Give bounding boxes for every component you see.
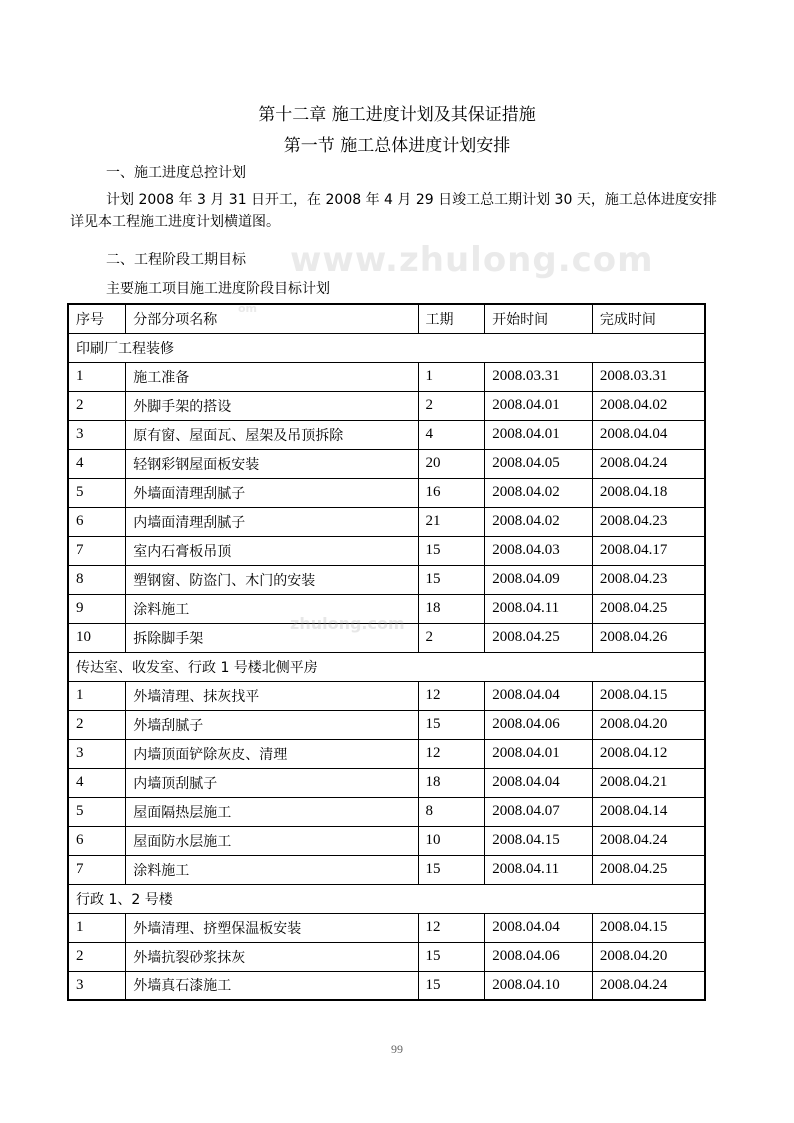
row-item-name: 外墙面清理刮腻子: [126, 478, 418, 507]
row-item-name: 屋面防水层施工: [126, 826, 418, 855]
heading-progress-plan: 一、施工进度总控计划: [106, 165, 246, 181]
row-start-date: 2008.04.09: [485, 565, 593, 594]
row-start-date: 2008.04.25: [485, 623, 593, 652]
row-duration: 10: [418, 826, 485, 855]
row-item-name: 室内石膏板吊顶: [126, 536, 418, 565]
row-index: 1: [68, 913, 126, 942]
row-end-date: 2008.04.24: [592, 449, 705, 478]
row-item-name: 外墙抗裂砂浆抹灰: [126, 942, 418, 971]
row-index: 6: [68, 507, 126, 536]
table-row: [68, 449, 705, 478]
row-end-date: 2008.04.12: [592, 739, 705, 768]
row-start-date: 2008.04.01: [485, 391, 593, 420]
row-duration: 20: [418, 449, 485, 478]
row-item-name: 施工准备: [126, 362, 418, 391]
row-duration: 18: [418, 768, 485, 797]
header-start-date: 开始时间: [485, 304, 593, 333]
row-start-date: 2008.04.11: [485, 594, 593, 623]
row-index: 9: [68, 594, 126, 623]
header-duration: 工期: [418, 304, 485, 333]
row-start-date: 2008.04.10: [485, 971, 593, 1000]
row-item-name: 外脚手架的搭设: [126, 391, 418, 420]
row-item-name: 外墙刮腻子: [126, 710, 418, 739]
row-item-name: 原有窗、屋面瓦、屋架及吊顶拆除: [126, 420, 418, 449]
group-title: 印刷厂工程装修: [68, 333, 705, 362]
row-item-name: 外墙清理、抹灰找平: [126, 681, 418, 710]
table-row: [68, 826, 705, 855]
table-row: [68, 565, 705, 594]
row-start-date: 2008.04.01: [485, 739, 593, 768]
row-item-name: 内墙顶面铲除灰皮、清理: [126, 739, 418, 768]
row-index: 3: [68, 971, 126, 1000]
table-row: [68, 942, 705, 971]
table-row: [68, 391, 705, 420]
paragraph-schedule: 计划 2008 年 3 月 31 日开工，在 2008 年 4 月 29 日竣工总工期计划 30 天，施工总体进度安排详见本工程施工进度计划横道图。: [70, 192, 717, 230]
header-end-date: 完成时间: [592, 304, 705, 333]
row-duration: 15: [418, 942, 485, 971]
row-index: 10: [68, 623, 126, 652]
row-item-name: 内墙面清理刮腻子: [126, 507, 418, 536]
row-index: 2: [68, 710, 126, 739]
row-end-date: 2008.04.17: [592, 536, 705, 565]
row-duration: 1: [418, 362, 485, 391]
table-row: [68, 739, 705, 768]
row-index: 6: [68, 826, 126, 855]
row-duration: 8: [418, 797, 485, 826]
row-start-date: 2008.04.04: [485, 681, 593, 710]
row-duration: 15: [418, 536, 485, 565]
heading-stage-goals: 二、工程阶段工期目标: [106, 252, 246, 268]
row-index: 4: [68, 449, 126, 478]
row-duration: 4: [418, 420, 485, 449]
row-duration: 2: [418, 391, 485, 420]
group-title: 传达室、收发室、行政 1 号楼北侧平房: [68, 652, 705, 681]
row-end-date: 2008.04.26: [592, 623, 705, 652]
table-row: [68, 768, 705, 797]
row-item-name: 塑钢窗、防盗门、木门的安装: [126, 565, 418, 594]
section-title: 第一节 施工总体进度计划安排: [283, 136, 511, 156]
row-duration: 15: [418, 710, 485, 739]
row-end-date: 2008.04.23: [592, 507, 705, 536]
row-duration: 15: [418, 971, 485, 1000]
row-start-date: 2008.04.03: [485, 536, 593, 565]
row-end-date: 2008.04.20: [592, 942, 705, 971]
table-row: [68, 362, 705, 391]
watermark-logo-text: www.zhulong.com: [290, 240, 654, 280]
row-end-date: 2008.04.18: [592, 478, 705, 507]
row-end-date: 2008.04.24: [592, 971, 705, 1000]
chapter-title: 第十二章 施工进度计划及其保证措施: [258, 105, 536, 125]
row-index: 5: [68, 797, 126, 826]
row-end-date: 2008.04.20: [592, 710, 705, 739]
row-index: 2: [68, 942, 126, 971]
row-start-date: 2008.03.31: [485, 362, 593, 391]
row-duration: 2: [418, 623, 485, 652]
row-end-date: 2008.04.25: [592, 855, 705, 884]
row-index: 1: [68, 681, 126, 710]
table-row: [68, 913, 705, 942]
row-index: 7: [68, 855, 126, 884]
row-index: 8: [68, 565, 126, 594]
row-start-date: 2008.04.02: [485, 507, 593, 536]
table-row: [68, 797, 705, 826]
table-row: [68, 478, 705, 507]
row-item-name: 涂料施工: [126, 855, 418, 884]
row-end-date: 2008.04.24: [592, 826, 705, 855]
table-row: [68, 971, 705, 1000]
row-duration: 16: [418, 478, 485, 507]
table-row: [68, 855, 705, 884]
row-duration: 12: [418, 681, 485, 710]
row-item-name: 外墙清理、挤塑保温板安装: [126, 913, 418, 942]
row-start-date: 2008.04.06: [485, 942, 593, 971]
row-duration: 12: [418, 739, 485, 768]
table-row: [68, 536, 705, 565]
watermark-small-text: zhulong.com: [290, 614, 405, 633]
row-start-date: 2008.04.15: [485, 826, 593, 855]
schedule-table: [67, 303, 706, 1001]
table-row: [68, 420, 705, 449]
row-end-date: 2008.03.31: [592, 362, 705, 391]
row-index: 7: [68, 536, 126, 565]
row-duration: 15: [418, 565, 485, 594]
group-title: 行政 1、2 号楼: [68, 884, 705, 913]
row-item-name: 轻钢彩钢屋面板安装: [126, 449, 418, 478]
row-end-date: 2008.04.21: [592, 768, 705, 797]
row-index: 3: [68, 420, 126, 449]
row-item-name: 涂料施工: [126, 594, 418, 623]
row-start-date: 2008.04.07: [485, 797, 593, 826]
row-index: 5: [68, 478, 126, 507]
row-item-name: 屋面隔热层施工: [126, 797, 418, 826]
table-row: [68, 507, 705, 536]
row-start-date: 2008.04.04: [485, 913, 593, 942]
header-item-name: 分部分项名称: [126, 304, 418, 333]
watermark-tiny-text: om: [238, 302, 258, 315]
group-row: [68, 333, 705, 362]
group-row: [68, 884, 705, 913]
row-index: 1: [68, 362, 126, 391]
row-item-name: 拆除脚手架: [126, 623, 418, 652]
row-item-name: 外墙真石漆施工: [126, 971, 418, 1000]
table-header-row: [68, 304, 705, 333]
row-end-date: 2008.04.25: [592, 594, 705, 623]
row-end-date: 2008.04.14: [592, 797, 705, 826]
page-number: 99: [391, 1042, 403, 1056]
table-caption: 主要施工项目施工进度阶段目标计划: [106, 281, 330, 297]
row-duration: 21: [418, 507, 485, 536]
row-end-date: 2008.04.04: [592, 420, 705, 449]
row-start-date: 2008.04.11: [485, 855, 593, 884]
row-end-date: 2008.04.15: [592, 913, 705, 942]
row-start-date: 2008.04.06: [485, 710, 593, 739]
table-row: [68, 710, 705, 739]
row-start-date: 2008.04.02: [485, 478, 593, 507]
row-duration: 15: [418, 855, 485, 884]
table-row: [68, 681, 705, 710]
row-end-date: 2008.04.15: [592, 681, 705, 710]
row-end-date: 2008.04.23: [592, 565, 705, 594]
row-index: 3: [68, 739, 126, 768]
row-index: 2: [68, 391, 126, 420]
row-duration: 12: [418, 913, 485, 942]
header-index: 序号: [68, 304, 126, 333]
row-start-date: 2008.04.04: [485, 768, 593, 797]
row-index: 4: [68, 768, 126, 797]
group-row: [68, 652, 705, 681]
row-duration: 18: [418, 594, 485, 623]
row-start-date: 2008.04.05: [485, 449, 593, 478]
row-start-date: 2008.04.01: [485, 420, 593, 449]
row-item-name: 内墙顶刮腻子: [126, 768, 418, 797]
row-end-date: 2008.04.02: [592, 391, 705, 420]
